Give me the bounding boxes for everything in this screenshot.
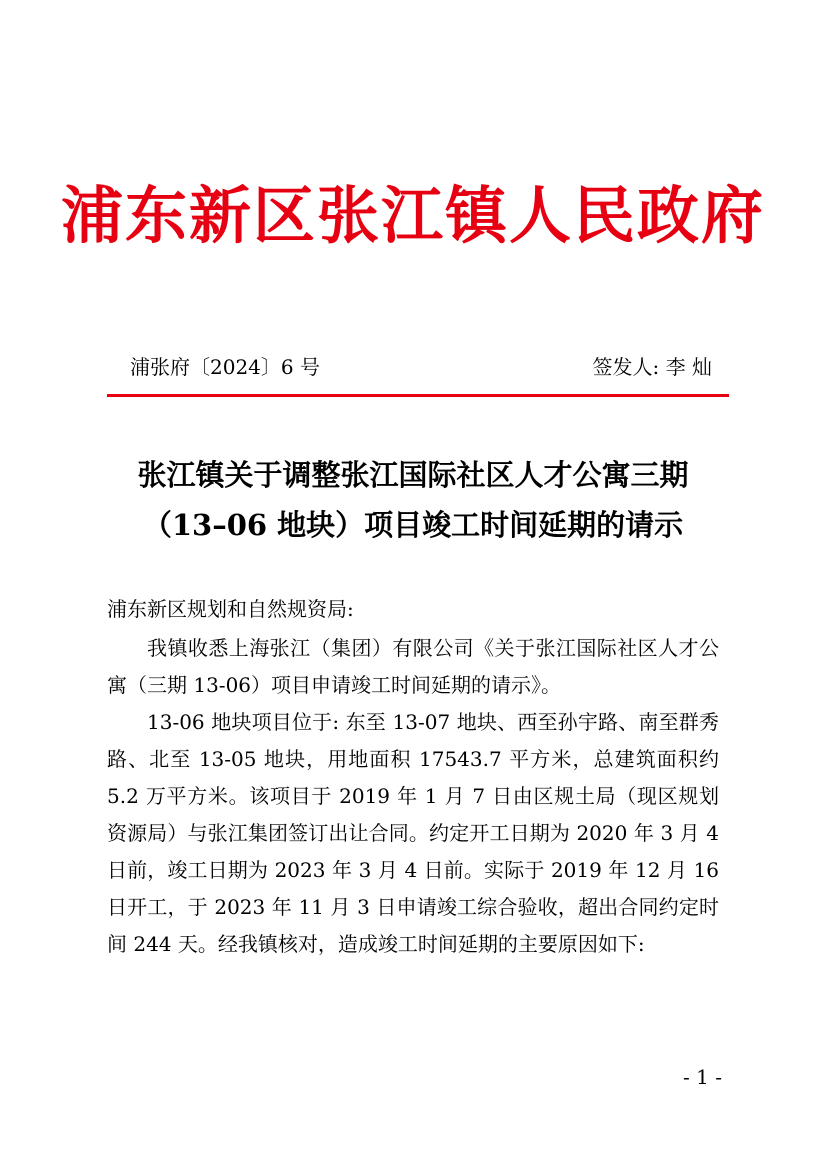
- body-text: [107, 630, 719, 963]
- signer-label: 签发人: 李 灿: [592, 355, 712, 379]
- body-paragraph-1: 我镇收悉上海张江（集团）有限公司《关于张江国际社区人才公寓（三期 13-06）项目申请竣工时间延期的请示》。: [107, 636, 719, 697]
- issuing-authority-masthead: 浦东新区张江镇人民政府: [60, 179, 765, 252]
- recipient-salutation: 浦东新区规划和自然规资局:: [107, 597, 354, 621]
- document-number: 浦张府〔2024〕6 号: [130, 355, 320, 379]
- body-paragraph-2: 13-06 地块项目位于: 东至 13-07 地块、西至孙宇路、南至群秀路、北至 13-05 地块，用地面积 17543.7 平方米，总建筑面积约 5.2 万平方米。该项目于 2019 年 1 月 7 日由区规土局（现区规划资源局）与张江集团签订出让合同。约定开工日期为 2020 年 3 月 4 日前，竣工日期为 2023 年 3 月 4 日前。实际于 2019 年 12 月 16 日开工，于 2023 年 11 月 3 日申请竣工综合验收，超出合同约定时间 244 天。经我镇核对，造成竣工时间延期的主要原因如下:: [107, 710, 719, 956]
- document-title: [107, 450, 719, 550]
- document-title-line-2: （13–06 地块）项目竣工时间延期的请示: [142, 508, 684, 542]
- document-title-line-1: 张江镇关于调整张江国际社区人才公寓三期: [137, 458, 689, 492]
- page-number: - 1 -: [683, 1065, 722, 1089]
- red-divider-rule: [107, 394, 729, 397]
